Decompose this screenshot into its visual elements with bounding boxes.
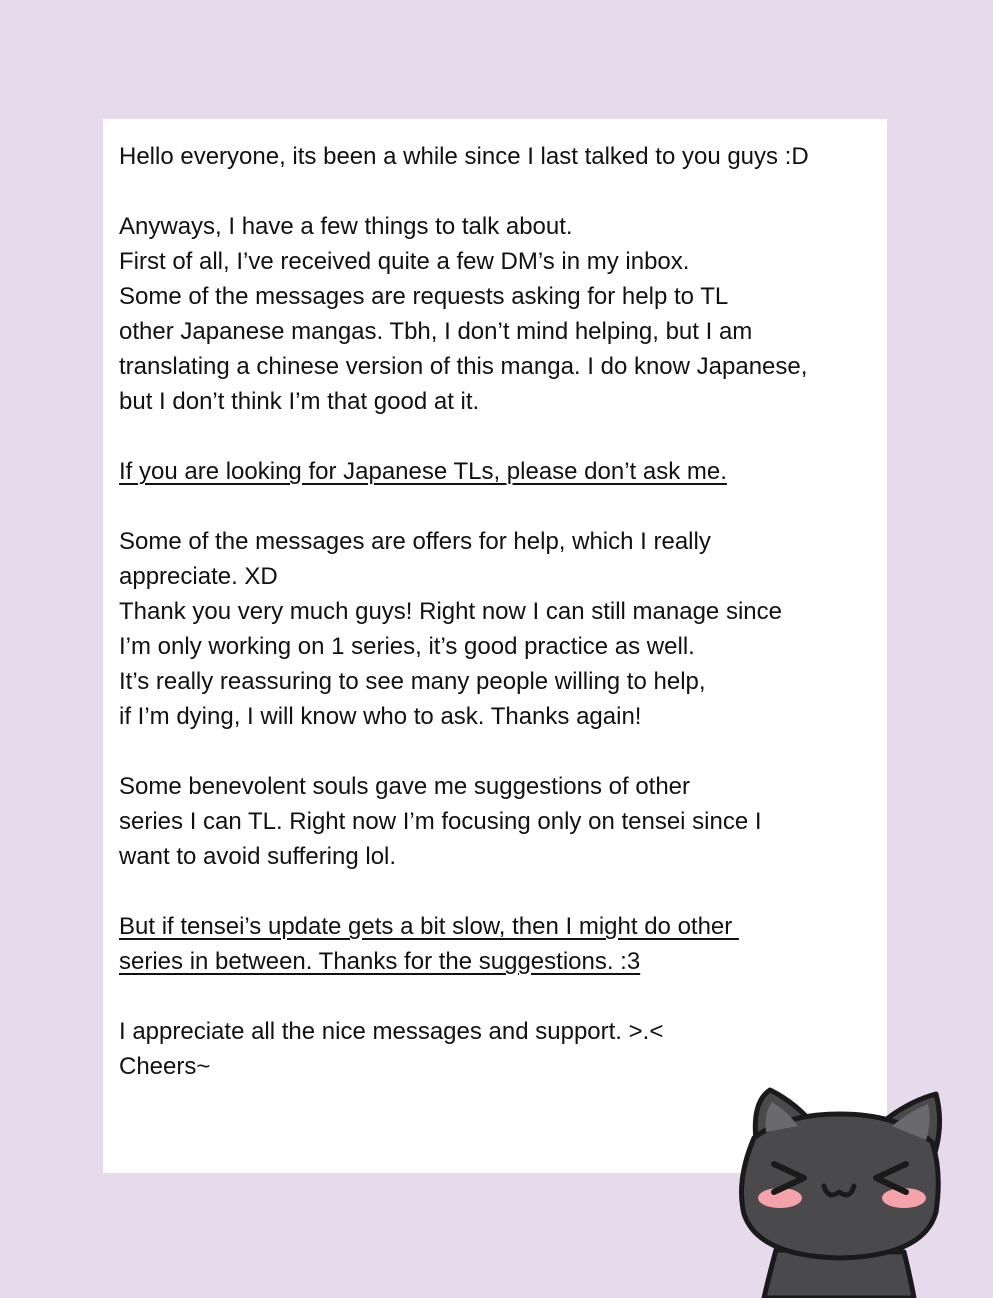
text-line: Some of the messages are requests asking for help to TL	[119, 283, 729, 310]
closing-line: I appreciate all the nice messages and support. >.<	[119, 1018, 664, 1045]
text-line: First of all, I’ve received quite a few DM’s in my inbox.	[119, 248, 690, 275]
paragraph-gap	[119, 979, 889, 1014]
paragraph-gap	[119, 734, 889, 769]
notice-line	[119, 944, 889, 979]
text-line: other Japanese mangas. Tbh, I don’t mind helping, but I am	[119, 318, 753, 345]
paragraph-gap	[119, 874, 889, 909]
text-line: if I’m dying, I will know who to ask. Thanks again!	[119, 703, 642, 730]
greeting-line: Hello everyone, its been a while since I last talked to you guys :D	[119, 143, 809, 170]
text-line: appreciate. XD	[119, 563, 278, 590]
notice-text: series in between. Thanks for the suggestions. :3	[119, 948, 641, 975]
text-line: series I can TL. Right now I’m focusing only on tensei since I	[119, 808, 762, 835]
text-line: Some of the messages are offers for help, which I really	[119, 528, 711, 555]
cat-head	[742, 1114, 939, 1258]
text-line: Anyways, I have a few things to talk about.	[119, 213, 573, 240]
letter-body	[119, 139, 889, 1084]
text-line: Thank you very much guys! Right now I can still manage since	[119, 598, 782, 625]
text-line: It’s really reassuring to see many people willing to help,	[119, 668, 706, 695]
paragraph-gap	[119, 174, 889, 209]
paragraph-gap	[119, 419, 889, 454]
signoff-line: Cheers~	[119, 1053, 211, 1080]
notice-line	[119, 909, 889, 944]
text-line: translating a chinese version of this manga. I do know Japanese,	[119, 353, 808, 380]
notice-text: If you are looking for Japanese TLs, please don’t ask me.	[119, 458, 727, 485]
text-line: I’m only working on 1 series, it’s good practice as well.	[119, 633, 695, 660]
paragraph-gap	[119, 489, 889, 524]
notice-text: But if tensei’s update gets a bit slow, then I might do other	[119, 913, 739, 940]
notice-line	[119, 454, 889, 489]
cat-icon	[728, 1080, 958, 1298]
text-line: Some benevolent souls gave me suggestions of other	[119, 773, 691, 800]
text-line: but I don’t think I’m that good at it.	[119, 388, 480, 415]
text-line: want to avoid suffering lol.	[119, 843, 397, 870]
